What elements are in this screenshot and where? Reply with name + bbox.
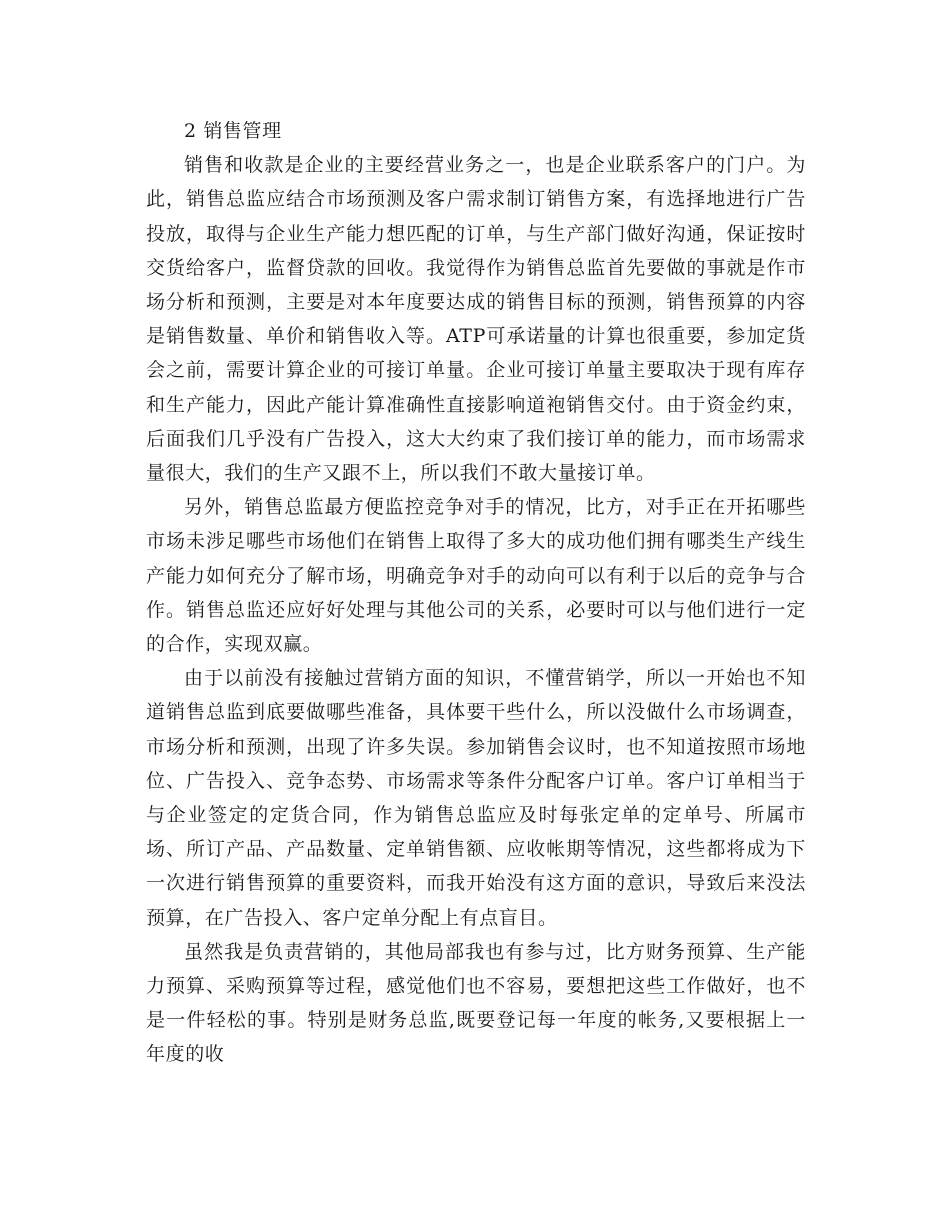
section-heading: 2 销售管理 <box>184 120 282 142</box>
document-body <box>146 114 806 1072</box>
paragraph-other-roles: 虽然我是负责营销的，其他局部我也有参与过，比方财务预算、生产能力预算、采购预算等过程，感觉他们也不容易，要想把这些工作做好，也不是一件轻松的事。特别是财务总监,既要登记每一年度的帐务,又要根据上一年度的收 <box>146 940 806 1066</box>
paragraph-lessons-learned: 由于以前没有接触过营销方面的知识，不懂营销学，所以一开始也不知道销售总监到底要做哪些准备，具体要干些什么，所以没做什么市场调查，市场分析和预测，出现了许多失误。参加销售会议时，也不知道按照市场地位、广告投入、竞争态势、市场需求等条件分配客户订单。客户订单相当于与企业签定的定货合同，作为销售总监应及时每张定单的定单号、所属市场、所订产品、产品数量、定单销售额、应收帐期等情况，这些都将成为下一次进行销售预算的重要资料，而我开始没有这方面的意识，导致后来没法预算，在广告投入、客户定单分配上有点盲目。 <box>146 667 806 929</box>
paragraph-competitor-monitoring: 另外，销售总监最方便监控竞争对手的情况，比方，对手正在开拓哪些市场未涉足哪些市场他们在销售上取得了多大的成功他们拥有哪类生产线生产能力如何充分了解市场，明确竞争对手的动向可以有利于以后的竞争与合作。销售总监还应好好处理与其他公司的关系，必要时可以与他们进行一定的合作，实现双赢。 <box>146 496 806 656</box>
paragraph-sales-overview: 销售和收款是企业的主要经营业务之一，也是企业联系客户的门户。为此，销售总监应结合市场预测及客户需求制订销售方案，有选择地进行广告投放，取得与企业生产能力想匹配的订单，与生产部门做好沟通，保证按时交货给客户，监督贷款的回收。我觉得作为销售总监首先要做的事就是作市场分析和预测，主要是对本年度要达成的销售目标的预测，销售预算的内容是销售数量、单价和销售收入等。ATP可承诺量的计算也很重要，参加定货会之前，需要计算企业的可接订单量。企业可接订单量主要取决于现有库存和生产能力，因此产能计算准确性直接影响道袍销售交付。由于资金约束，后面我们几乎没有广告投入，这大大约束了我们接订单的能力，而市场需求量很大，我们的生产又跟不上，所以我们不敢大量接订单。 <box>146 154 806 485</box>
